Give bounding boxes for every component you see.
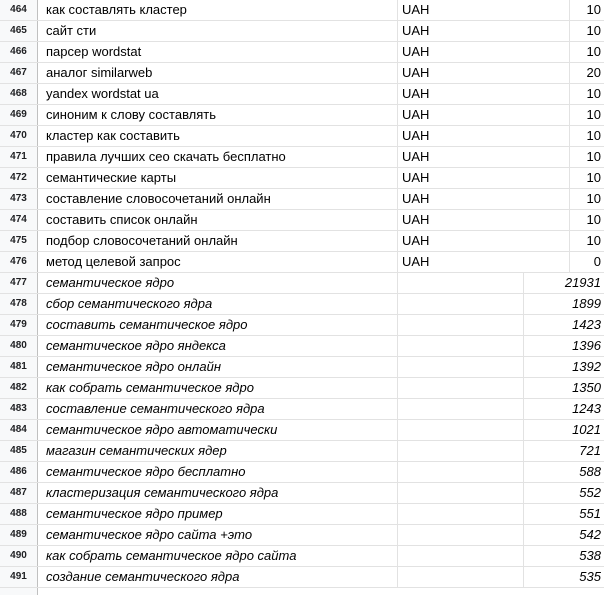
row-number-header[interactable]: 469 [0,105,38,125]
currency-cell[interactable] [398,462,524,482]
table-row [0,357,604,378]
value-cell[interactable]: 10 [586,170,601,185]
currency-cell[interactable]: UAH [398,42,570,62]
value-cell[interactable]: 542 [579,527,601,542]
row-number-header[interactable]: 468 [0,84,38,104]
table-row [0,273,604,294]
keyword-cell[interactable]: семантическое ядро автоматически [38,420,398,440]
row-number-header[interactable]: 486 [0,462,38,482]
table-row [0,546,604,567]
table-row [0,21,604,42]
value-cell[interactable]: 10 [586,23,601,38]
table-row [0,441,604,462]
value-cell[interactable]: 0 [593,254,601,269]
next-row-partial [0,588,604,595]
keyword-cell[interactable]: составить список онлайн [38,210,398,230]
keyword-cell[interactable]: семантическое ядро яндекса [38,336,398,356]
row-number-header[interactable]: 475 [0,231,38,251]
row-number-header[interactable]: 485 [0,441,38,461]
table-row [0,462,604,483]
value-cell[interactable]: 21931 [564,275,601,290]
value-cell[interactable]: 10 [586,128,601,143]
value-cell[interactable]: 20 [586,65,601,80]
keyword-cell[interactable]: семантические карты [38,168,398,188]
currency-cell[interactable]: UAH [398,126,570,146]
row-number-header[interactable]: 491 [0,567,38,587]
currency-cell[interactable] [398,357,524,377]
table-row [0,42,604,63]
currency-cell[interactable] [398,441,524,461]
table-row [0,63,604,84]
keyword-cell[interactable]: правила лучших сео скачать бесплатно [38,147,398,167]
table-row [0,231,604,252]
value-cell[interactable]: 10 [586,212,601,227]
keyword-cell[interactable]: метод целевой запрос [38,252,398,272]
currency-cell[interactable]: UAH [398,84,570,104]
row-number-header[interactable]: 464 [0,0,38,20]
table-row [0,210,604,231]
value-cell[interactable]: 552 [579,485,601,500]
table-row [0,84,604,105]
table-row [0,147,604,168]
keyword-cell[interactable]: составить семантическое ядро [38,315,398,335]
currency-cell[interactable]: UAH [398,231,570,251]
keyword-cell[interactable]: магазин семантических ядер [38,441,398,461]
keyword-cell[interactable]: создание семантического ядра [38,567,398,587]
currency-cell[interactable] [398,504,524,524]
keyword-cell[interactable]: сбор семантического ядра [38,294,398,314]
keyword-cell[interactable]: семантическое ядро [38,273,398,293]
currency-cell[interactable] [398,378,524,398]
row-number-header[interactable]: 473 [0,189,38,209]
value-cell[interactable]: 1392 [572,359,601,374]
value-cell[interactable]: 10 [586,149,601,164]
table-row [0,399,604,420]
row-number-header[interactable]: 488 [0,504,38,524]
currency-cell[interactable] [398,525,524,545]
row-number-header[interactable]: 476 [0,252,38,272]
row-number-header[interactable]: 474 [0,210,38,230]
currency-cell[interactable] [398,420,524,440]
keyword-cell[interactable]: кластеризация семантического ядра [38,483,398,503]
row-number-header[interactable]: 480 [0,336,38,356]
value-cell[interactable]: 10 [586,107,601,122]
currency-cell[interactable]: UAH [398,105,570,125]
row-number-header[interactable]: 489 [0,525,38,545]
keyword-cell[interactable]: как собрать семантическое ядро [38,378,398,398]
row-number-header[interactable]: 478 [0,294,38,314]
keyword-cell[interactable]: семантическое ядро пример [38,504,398,524]
keyword-cell[interactable]: аналог similarweb [38,63,398,83]
table-row [0,483,604,504]
value-cell[interactable]: 535 [579,569,601,584]
table-row [0,315,604,336]
currency-cell[interactable] [398,336,524,356]
keyword-cell[interactable]: yandex wordstat ua [38,84,398,104]
currency-cell[interactable]: UAH [398,63,570,83]
row-number-header[interactable] [0,588,38,595]
keyword-cell[interactable]: семантическое ядро бесплатно [38,462,398,482]
row-number-header[interactable]: 484 [0,420,38,440]
keyword-cell[interactable]: сайт сти [38,21,398,41]
row-number-header[interactable]: 479 [0,315,38,335]
value-cell[interactable]: 1021 [572,422,601,437]
row-number-header[interactable]: 481 [0,357,38,377]
currency-cell[interactable]: UAH [398,21,570,41]
currency-cell[interactable] [398,567,524,587]
value-cell[interactable]: 10 [586,233,601,248]
table-row [0,525,604,546]
row-number-header[interactable]: 483 [0,399,38,419]
table-row [0,0,604,21]
keyword-cell[interactable]: семантическое ядро сайта +это [38,525,398,545]
keyword-cell[interactable]: подбор словосочетаний онлайн [38,231,398,251]
table-row [0,126,604,147]
keyword-cell[interactable]: кластер как составить [38,126,398,146]
currency-cell[interactable] [398,546,524,566]
keyword-cell[interactable]: как собрать семантическое ядро сайта [38,546,398,566]
keyword-cell[interactable]: как составлять кластер [38,0,398,20]
table-row [0,168,604,189]
table-row [0,378,604,399]
currency-cell[interactable]: UAH [398,168,570,188]
currency-cell[interactable]: UAH [398,147,570,167]
currency-cell[interactable]: UAH [398,210,570,230]
table-row [0,420,604,441]
value-cell[interactable]: 1243 [572,401,601,416]
row-number-header[interactable]: 467 [0,63,38,83]
value-cell[interactable]: 10 [586,44,601,59]
keyword-cell[interactable]: синоним к слову составлять [38,105,398,125]
table-row [0,105,604,126]
value-cell[interactable]: 10 [586,191,601,206]
row-number-header[interactable]: 465 [0,21,38,41]
row-number-header[interactable]: 490 [0,546,38,566]
value-cell[interactable]: 1899 [572,296,601,311]
table-row [0,567,604,588]
value-cell[interactable]: 1350 [572,380,601,395]
value-cell[interactable]: 10 [586,86,601,101]
table-row [0,336,604,357]
row-number-header[interactable]: 470 [0,126,38,146]
currency-cell[interactable] [398,315,524,335]
row-number-header[interactable]: 487 [0,483,38,503]
keyword-cell[interactable]: составление семантического ядра [38,399,398,419]
row-number-header[interactable]: 466 [0,42,38,62]
row-number-header[interactable]: 472 [0,168,38,188]
row-number-header[interactable]: 477 [0,273,38,293]
value-cell[interactable]: 10 [586,2,601,17]
table-row [0,252,604,273]
table-row [0,189,604,210]
value-cell[interactable]: 588 [579,464,601,479]
row-number-header[interactable]: 471 [0,147,38,167]
value-cell[interactable]: 721 [579,443,601,458]
currency-cell[interactable] [398,273,524,293]
value-cell[interactable]: 1396 [572,338,601,353]
currency-cell[interactable] [398,399,524,419]
table-row [0,294,604,315]
value-cell[interactable]: 551 [579,506,601,521]
keyword-cell[interactable]: парсер wordstat [38,42,398,62]
currency-cell[interactable] [398,294,524,314]
currency-cell[interactable]: UAH [398,189,570,209]
keyword-cell[interactable]: составление словосочетаний онлайн [38,189,398,209]
value-cell[interactable]: 538 [579,548,601,563]
value-cell[interactable]: 1423 [572,317,601,332]
table-row [0,504,604,525]
currency-cell[interactable]: UAH [398,252,570,272]
row-number-header[interactable]: 482 [0,378,38,398]
currency-cell[interactable] [398,483,524,503]
keyword-cell[interactable]: семантическое ядро онлайн [38,357,398,377]
currency-cell[interactable]: UAH [398,0,570,20]
